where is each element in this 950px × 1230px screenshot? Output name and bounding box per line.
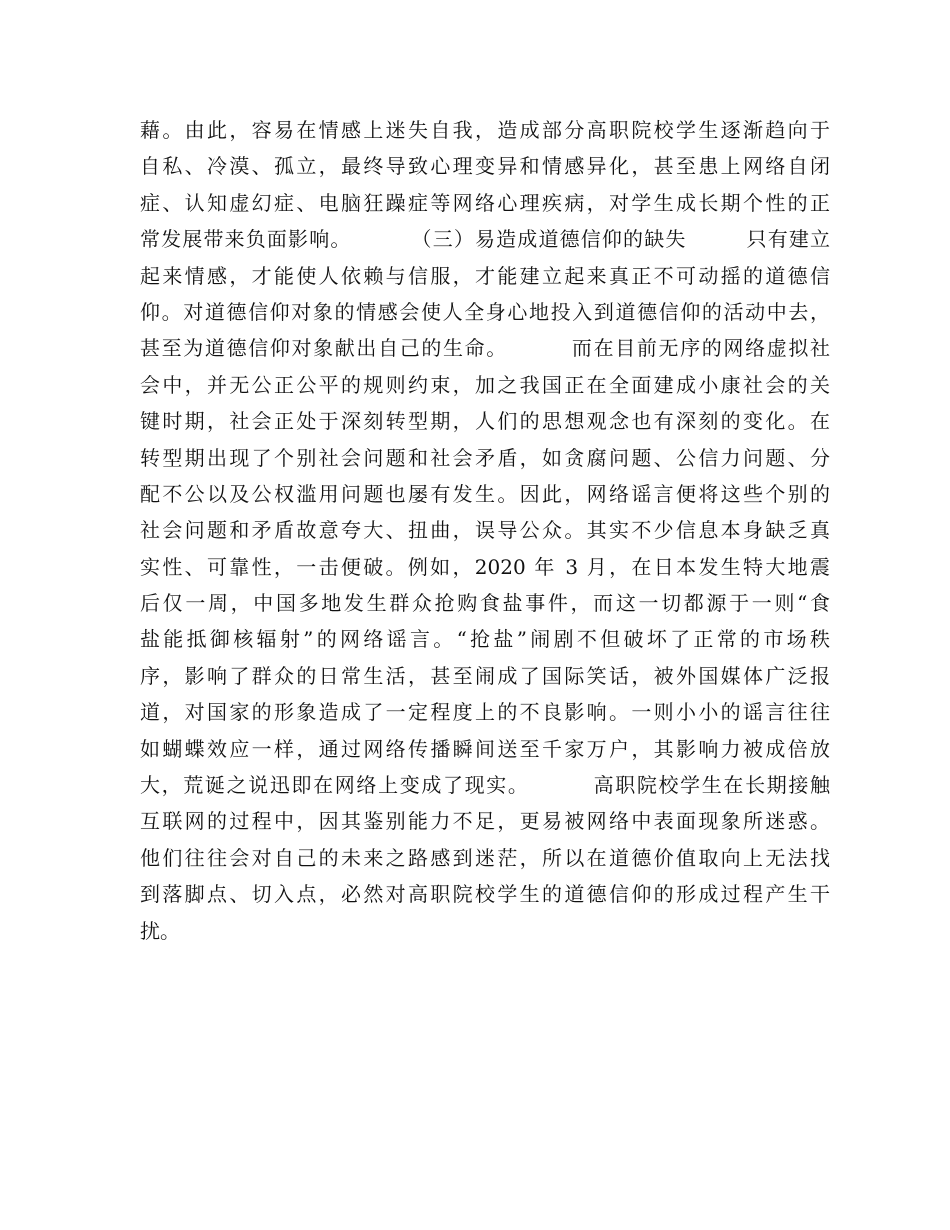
text-line: 转型期出现了个别社会问题和社会矛盾，如贪腐问题、公信力问题、分 — [140, 445, 830, 470]
text-line: 到落脚点、切入点，必然对高职院校学生的道德信仰的形成过程产生干 — [140, 882, 830, 907]
text-line: 扰。 — [140, 918, 180, 943]
text-line: 盐能抵御核辐射”的网络谣言。“抢盐”闹剧不但破坏了正常的市场秩 — [140, 627, 830, 652]
text-line: 甚至为道德信仰对象献出自己的生命。 而在目前无序的网络虚拟社 — [140, 336, 830, 361]
text-line: 序，影响了群众的日常生活，甚至闹成了国际笑话，被外国媒体广泛报 — [140, 663, 830, 688]
text-line: 自私、冷漠、孤立，最终导致心理变异和情感异化，甚至患上网络自闭 — [140, 154, 830, 179]
text-line: 道，对国家的形象造成了一定程度上的不良影响。一则小小的谣言往往 — [140, 700, 830, 725]
text-line: 配不公以及公权滥用问题也屡有发生。因此，网络谣言便将这些个别的 — [140, 481, 830, 506]
text-line: 大，荒诞之说迅即在网络上变成了现实。 高职院校学生在长期接触 — [140, 773, 830, 798]
text-line: 仰。对道德信仰对象的情感会使人全身心地投入到道德信仰的活动中去， — [140, 299, 830, 324]
text-line: 如蝴蝶效应一样，通过网络传播瞬间送至千家万户，其影响力被成倍放 — [140, 736, 830, 761]
text-line: 社会问题和矛盾故意夸大、扭曲，误导公众。其实不少信息本身缺乏真 — [140, 518, 830, 543]
text-line: 他们往往会对自己的未来之路感到迷茫，所以在道德价值取向上无法找 — [140, 845, 830, 870]
text-line: 症、认知虚幻症、电脑狂躁症等网络心理疾病，对学生成长期个性的正 — [140, 190, 830, 215]
text-line: 会中，并无公正公平的规则约束，加之我国正在全面建成小康社会的关 — [140, 372, 830, 397]
text-line: 互联网的过程中，因其鉴别能力不足，更易被网络中表面现象所迷惑。 — [140, 809, 830, 834]
text-line: 藉。由此，容易在情感上迷失自我，造成部分高职院校学生逐渐趋向于 — [140, 118, 830, 142]
text-line: 实性、可靠性，一击便破。例如，2020 年 3 月，在日本发生特大地震 — [140, 554, 830, 579]
text-line: 键时期，社会正处于深刻转型期，人们的思想观念也有深刻的变化。在 — [140, 409, 830, 434]
text-line: 起来情感，才能使人依赖与信服，才能建立起来真正不可动摇的道德信 — [140, 263, 830, 288]
body-text — [140, 112, 830, 949]
text-line: 后仅一周，中国多地发生群众抢购食盐事件，而这一切都源于一则“食 — [140, 591, 830, 616]
text-line: 常发展带来负面影响。 （三）易造成道德信仰的缺失 只有建立 — [140, 227, 830, 252]
